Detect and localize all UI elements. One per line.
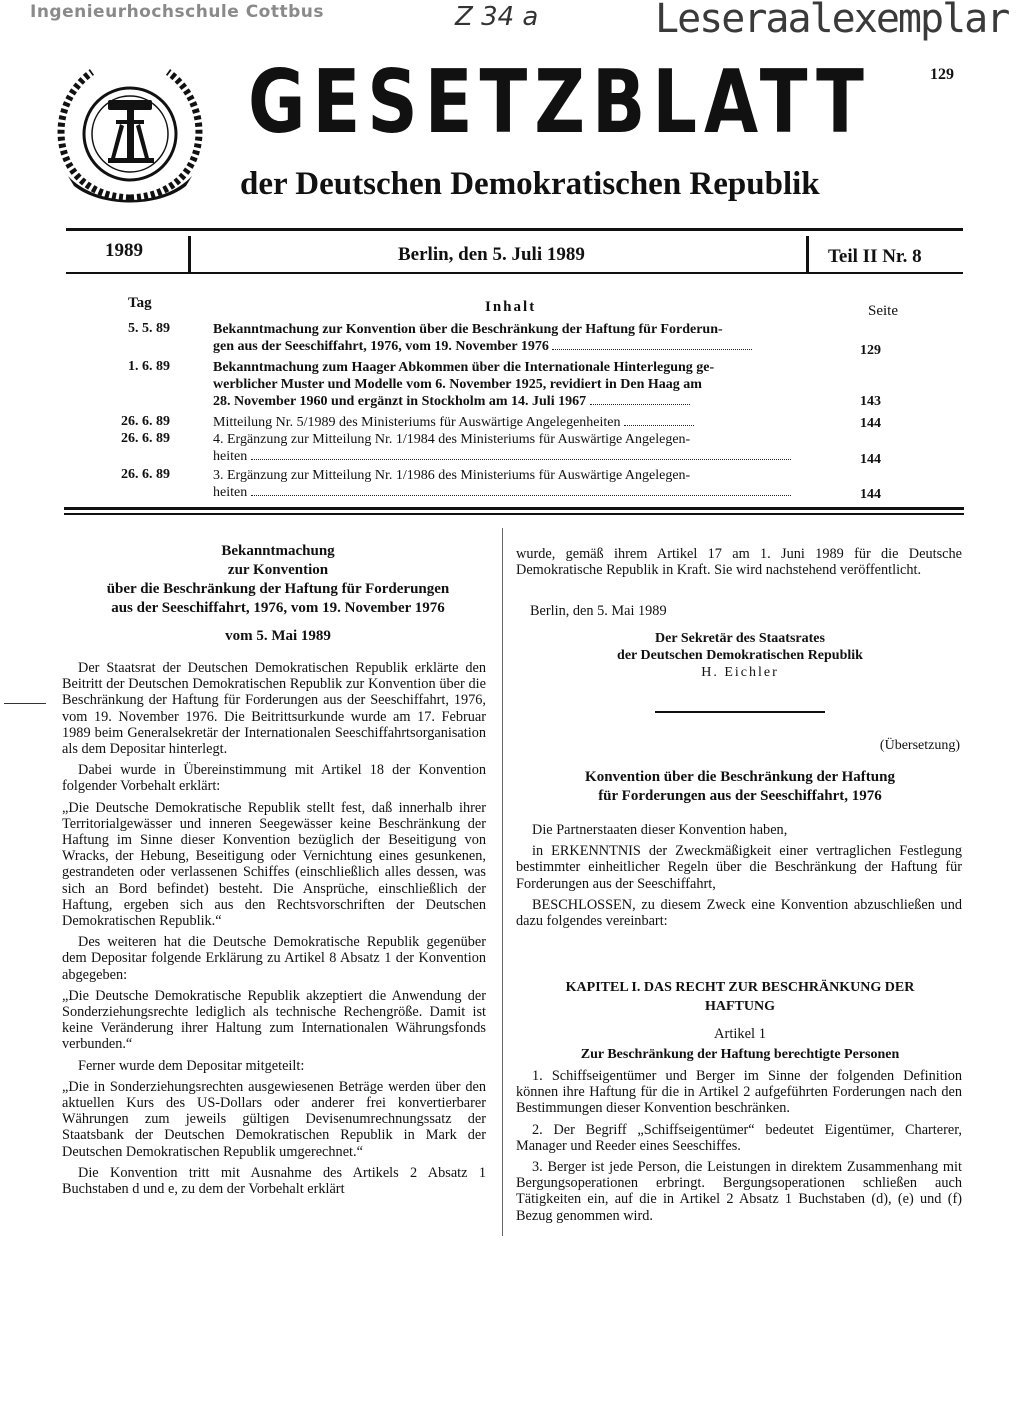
announcement-heading: Bekanntmachung zur Konvention über die Beschränkung der Haftung für Forderungen aus der Seeschiffahrt, 1976, vom 19. November 1976 — [106, 543, 450, 616]
paragraph: 1. Schiffseigentümer und Berger im Sinne der folgenden Definition können ihre Haftung für die in Artikel 2 aufgeführten Forderungen nach den Bestimmungen dieser Konvention beschränken. — [516, 1068, 962, 1117]
reading-copy-stamp: Leseraalexemplar — [655, 0, 1009, 42]
header-divider — [806, 236, 809, 272]
paragraph: Des weiteren hat die Deutsche Demokratische Republik gegenüber dem Depositar folgende Erklärung zu Artikel 8 Absatz 1 der Konvention abgegeben: — [62, 934, 486, 983]
margin-mark — [4, 703, 46, 704]
toc-text: Mitteilung Nr. 5/1989 des Ministeriums für Auswärtige Angelegenheiten — [213, 414, 821, 431]
article-body — [516, 1068, 962, 1229]
paragraph: 2. Der Begriff „Schiffseigentümer“ bedeutet Eigentümer, Charterer, Manager und Reeder eines Seeschiffes. — [516, 1121, 962, 1154]
header-rule-top — [66, 228, 963, 231]
translation-note: (Übersetzung) — [879, 738, 960, 753]
toc-col-page: Seite — [868, 303, 898, 319]
toc-date: 26. 6. 89 — [121, 431, 170, 446]
toc-page: 144 — [860, 416, 881, 431]
toc-col-contents: Inhalt — [485, 299, 537, 315]
article-number: Artikel 1 — [714, 1026, 766, 1042]
announcement-body — [62, 660, 486, 1202]
paragraph: BESCHLOSSEN, zu diesem Zweck eine Konvention abzuschließen und dazu folgendes vereinbart: — [516, 896, 962, 930]
toc-page: 143 — [860, 394, 881, 409]
article-title: Zur Beschränkung der Haftung berechtigte Personen — [580, 1047, 900, 1062]
state-emblem-icon — [48, 58, 213, 213]
paragraph: Der Staatsrat der Deutschen Demokratischen Republik erklärte den Beitritt der Deutschen Demokratischen Republik zur Konvention über die Beschränkung der Haftung für Forderungen aus der Seeschiffahrt, 1976, vom 19. November 1976. Die Beitrittsurkunde wurde am 17. Februar 1989 beim Generalsekretär der Internationalen Seeschiffahrtsorganisation als dem Depositar hinterlegt. — [62, 660, 486, 758]
paragraph: Dabei wurde in Übereinstimmung mit Artikel 18 der Konvention folgender Vorbehalt erklärt: — [62, 762, 486, 795]
issue-year: 1989 — [105, 240, 143, 261]
paragraph: in ERKENNTNIS der Zweckmäßigkeit einer vertraglichen Festlegung bestimmter einheitlicher Regeln über die Beschränkung der Haftung für Forderungen aus der Seeschiffahrt, — [516, 843, 962, 892]
column-rule — [502, 528, 503, 1236]
issue-place-date: Berlin, den 5. Juli 1989 — [398, 244, 585, 265]
paragraph: Die Konvention tritt mit Ausnahme des Artikels 2 Absatz 1 Buchstaben d und e, zu dem der Vorbehalt erklärt — [62, 1164, 486, 1198]
toc-text: 4. Ergänzung zur Mitteilung Nr. 1/1984 des Ministeriums für Auswärtige Angelegen- heiten — [213, 431, 821, 465]
toc-text: Bekanntmachung zur Konvention über die Beschränkung der Haftung für Forderun- gen aus der Seeschiffahrt, 1976, vom 19. November 1976 — [213, 321, 821, 355]
toc-page: 129 — [860, 343, 881, 358]
signature-place-date: Berlin, den 5. Mai 1989 — [530, 603, 667, 619]
page-number: 129 — [930, 66, 954, 83]
section-separator — [64, 507, 964, 510]
convention-title: Konvention über die Beschränkung der Haftung für Forderungen aus der Seeschiffahrt, 1976 — [585, 769, 895, 804]
convention-preamble — [516, 822, 962, 934]
gazette-subtitle: der Deutschen Demokratischen Republik — [240, 166, 820, 202]
paragraph: wurde, gemäß ihrem Artikel 17 am 1. Juni 1989 für die Deutsche Demokratische Republik in Kraft. Sie wird nachstehend veröffentlicht. — [516, 546, 962, 579]
header-rule-bottom — [66, 272, 963, 274]
toc-text: Bekanntmachung zum Haager Abkommen über die Internationale Hinterlegung ge- werblicher Muster und Modelle vom 6. November 1925, revidiert in Den Haag am 28. November 1960 und ergänzt in Stockholm am 14. Juli 1967 — [213, 360, 715, 409]
header-divider — [188, 236, 191, 272]
paragraph: „Die Deutsche Demokratische Republik stellt fest, daß innerhalb ihrer Territorialgewässer und inneren Seegewässer keine Beschränkung der Haftung im Sinne dieser Konvention bezüglich der Beseitigung von Wracks, der Hebung, Beseitigung oder Vernichtung eines gesunkenen, gestrandeten oder verlassenen Schiffes (einschließlich alles dessen, was sich an Bord befindet) besteht. Die Ansprüche, einschließlich der Haftung, ergeben sich aus den Rechtsvorschriften der Deutschen Demokratischen Republik.“ — [62, 799, 486, 930]
paragraph: 3. Berger ist jede Person, die Leistungen in direktem Zusammenhang mit Bergungsoperationen erbringt. Bergungsoperationen schließen auch Tätigkeiten ein, auf die in Artikel 2 Absatz 1 Buchstaben (d), (e) und (f) Bezug genommen wird. — [516, 1159, 962, 1224]
signature-block: Der Sekretär des Staatsrates der Deutschen Demokratischen Republik H. Eichler — [617, 631, 863, 680]
paragraph: Ferner wurde dem Depositar mitgeteilt: — [78, 1057, 305, 1074]
section-separator — [64, 513, 964, 515]
issue-part-number: Teil II Nr. 8 — [828, 246, 922, 267]
paragraph: „Die in Sonderziehungsrechten ausgewiesenen Beträge werden über den aktuellen Kurs des US-Dollars oder anderer frei konvertierbarer Währungen zum jeweils gültigen Devisenumrechnungssatz der Staatsbank der Deutschen Demokratischen Republik in Mark der Deutschen Demokratischen Republik umgerechnet.“ — [62, 1078, 486, 1160]
toc-page: 144 — [860, 487, 881, 502]
announcement-continuation — [516, 546, 962, 583]
toc-date: 1. 6. 89 — [128, 359, 170, 374]
handwritten-note: Z 34 a — [455, 2, 539, 32]
toc-text: 3. Ergänzung zur Mitteilung Nr. 1/1986 des Ministeriums für Auswärtige Angelegen- heiten — [213, 467, 821, 501]
toc-col-day: Tag — [128, 295, 152, 311]
chapter-heading: KAPITEL I. DAS RECHT ZUR BESCHRÄNKUNG DER HAFTUNG — [565, 980, 915, 1014]
announcement-date: vom 5. Mai 1989 — [225, 628, 331, 644]
library-stamp: Ingenieurhochschule Cottbus — [30, 2, 325, 22]
gazette-title: GESETZBLATT — [248, 50, 871, 154]
toc-date: 5. 5. 89 — [128, 321, 170, 336]
paragraph: „Die Deutsche Demokratische Republik akzeptiert die Anwendung der Sonderziehungsrechte lediglich als technische Rechengröße. Damit ist keine Veränderung ihrer Haltung zum Internationalen Währungsfonds verbunden.“ — [62, 987, 486, 1053]
toc-date: 26. 6. 89 — [121, 467, 170, 482]
paragraph: Die Partnerstaaten dieser Konvention haben, — [532, 822, 788, 838]
toc-page: 144 — [860, 452, 881, 467]
signature-rule — [655, 711, 825, 713]
toc-date: 26. 6. 89 — [121, 414, 170, 429]
